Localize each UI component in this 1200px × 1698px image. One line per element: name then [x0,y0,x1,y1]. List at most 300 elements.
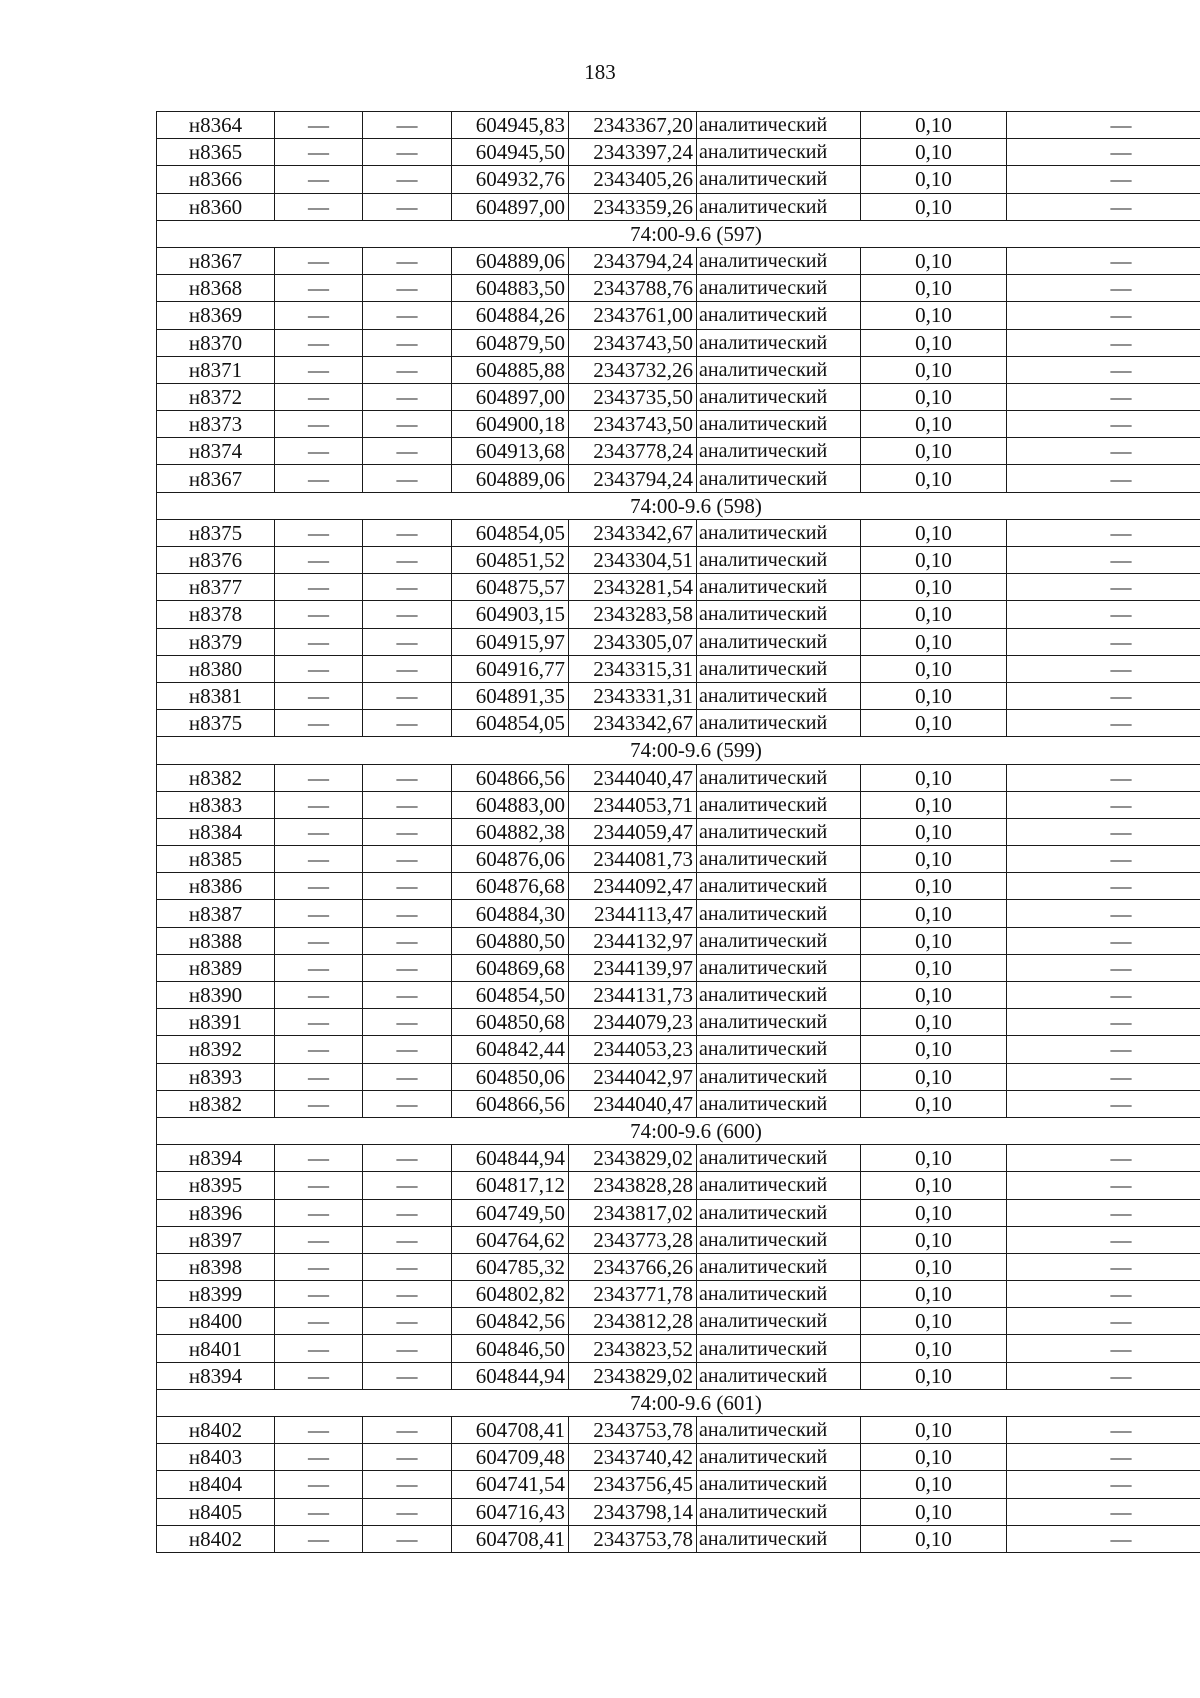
method-cell: аналитический [697,1199,861,1226]
method-cell: аналитический [697,1036,861,1063]
method-cell: аналитический [697,247,861,274]
new-y-cell: 2343753,78 [569,1417,697,1444]
new-y-cell: 2343766,26 [569,1253,697,1280]
new-x-cell: 604913,68 [452,438,569,465]
method-cell: аналитический [697,356,861,383]
new-x-cell: 604876,06 [452,846,569,873]
new-y-cell: 2343823,52 [569,1335,697,1362]
method-cell: аналитический [697,791,861,818]
description-cell: — [1007,247,1200,274]
old-y-cell: — [363,982,452,1009]
point-id-cell: н8369 [157,302,275,329]
description-cell: — [1007,166,1200,193]
point-id-cell: н8401 [157,1335,275,1362]
old-x-cell: — [275,1525,363,1552]
new-y-cell: 2343735,50 [569,383,697,410]
old-y-cell: — [363,655,452,682]
point-id-cell: н8395 [157,1172,275,1199]
old-x-cell: — [275,465,363,492]
new-x-cell: 604897,00 [452,193,569,220]
method-cell: аналитический [697,1525,861,1552]
point-id-cell: н8378 [157,601,275,628]
description-cell: — [1007,682,1200,709]
description-cell: — [1007,465,1200,492]
description-cell: — [1007,329,1200,356]
section-title: 74:00-9.6 (597) [157,220,1200,247]
accuracy-cell: 0,10 [861,628,1007,655]
old-x-cell: — [275,900,363,927]
accuracy-cell: 0,10 [861,1036,1007,1063]
description-cell: — [1007,954,1200,981]
old-y-cell: — [363,1090,452,1117]
point-id-cell: н8386 [157,873,275,900]
description-cell: — [1007,1145,1200,1172]
description-cell: — [1007,302,1200,329]
new-y-cell: 2344092,47 [569,873,697,900]
new-x-cell: 604708,41 [452,1525,569,1552]
new-y-cell: 2343315,31 [569,655,697,682]
point-id-cell: н8381 [157,682,275,709]
method-cell: аналитический [697,383,861,410]
point-id-cell: н8370 [157,329,275,356]
old-x-cell: — [275,1226,363,1253]
accuracy-cell: 0,10 [861,1362,1007,1389]
method-cell: аналитический [697,411,861,438]
accuracy-cell: 0,10 [861,1172,1007,1199]
description-cell: — [1007,438,1200,465]
point-id-cell: н8398 [157,1253,275,1280]
old-y-cell: — [363,356,452,383]
description-cell: — [1007,846,1200,873]
method-cell: аналитический [697,302,861,329]
new-y-cell: 2343817,02 [569,1199,697,1226]
old-x-cell: — [275,927,363,954]
table-row [157,247,1200,274]
description-cell: — [1007,1172,1200,1199]
new-x-cell: 604842,56 [452,1308,569,1335]
old-x-cell: — [275,682,363,709]
point-id-cell: н8375 [157,710,275,737]
new-x-cell: 604854,05 [452,710,569,737]
new-x-cell: 604854,05 [452,519,569,546]
point-id-cell: н8402 [157,1417,275,1444]
old-y-cell: — [363,927,452,954]
old-x-cell: — [275,1471,363,1498]
table-row [157,1417,1200,1444]
new-x-cell: 604850,68 [452,1009,569,1036]
accuracy-cell: 0,10 [861,710,1007,737]
method-cell: аналитический [697,927,861,954]
point-id-cell: н8364 [157,112,275,139]
method-cell: аналитический [697,982,861,1009]
method-cell: аналитический [697,682,861,709]
new-x-cell: 604884,26 [452,302,569,329]
method-cell: аналитический [697,846,861,873]
new-y-cell: 2343305,07 [569,628,697,655]
accuracy-cell: 0,10 [861,818,1007,845]
new-y-cell: 2344113,47 [569,900,697,927]
table-row [157,846,1200,873]
new-x-cell: 604785,32 [452,1253,569,1280]
accuracy-cell: 0,10 [861,927,1007,954]
new-x-cell: 604716,43 [452,1498,569,1525]
old-y-cell: — [363,1172,452,1199]
accuracy-cell: 0,10 [861,547,1007,574]
table-row [157,166,1200,193]
old-y-cell: — [363,764,452,791]
accuracy-cell: 0,10 [861,519,1007,546]
table-row [157,655,1200,682]
description-cell: — [1007,139,1200,166]
old-x-cell: — [275,628,363,655]
new-x-cell: 604844,94 [452,1145,569,1172]
table-row [157,547,1200,574]
point-id-cell: н8367 [157,465,275,492]
old-x-cell: — [275,1335,363,1362]
point-id-cell: н8389 [157,954,275,981]
point-id-cell: н8379 [157,628,275,655]
description-cell: — [1007,1281,1200,1308]
old-y-cell: — [363,818,452,845]
method-cell: аналитический [697,818,861,845]
table-row [157,383,1200,410]
accuracy-cell: 0,10 [861,1281,1007,1308]
accuracy-cell: 0,10 [861,1335,1007,1362]
point-id-cell: н8402 [157,1525,275,1552]
old-x-cell: — [275,1172,363,1199]
old-y-cell: — [363,873,452,900]
old-x-cell: — [275,1009,363,1036]
method-cell: аналитический [697,1308,861,1335]
table-row [157,1335,1200,1362]
new-y-cell: 2343743,50 [569,329,697,356]
new-x-cell: 604880,50 [452,927,569,954]
coordinates-table [156,111,1200,1553]
new-y-cell: 2343331,31 [569,682,697,709]
new-x-cell: 604875,57 [452,574,569,601]
old-y-cell: — [363,1471,452,1498]
accuracy-cell: 0,10 [861,1444,1007,1471]
table-row [157,574,1200,601]
table-row [157,1525,1200,1552]
table-row [157,982,1200,1009]
table-row [157,1145,1200,1172]
new-x-cell: 604889,06 [452,465,569,492]
new-y-cell: 2343756,45 [569,1471,697,1498]
point-id-cell: н8394 [157,1145,275,1172]
old-y-cell: — [363,954,452,981]
table-row [157,1009,1200,1036]
point-id-cell: н8403 [157,1444,275,1471]
table-row [157,1253,1200,1280]
old-y-cell: — [363,139,452,166]
description-cell: — [1007,1335,1200,1362]
new-x-cell: 604915,97 [452,628,569,655]
old-y-cell: — [363,1525,452,1552]
point-id-cell: н8375 [157,519,275,546]
new-y-cell: 2344040,47 [569,764,697,791]
accuracy-cell: 0,10 [861,764,1007,791]
new-y-cell: 2343281,54 [569,574,697,601]
description-cell: — [1007,193,1200,220]
method-cell: аналитический [697,1253,861,1280]
page-number: 183 [584,60,616,84]
accuracy-cell: 0,10 [861,193,1007,220]
table-row [157,1090,1200,1117]
old-y-cell: — [363,682,452,709]
description-cell: — [1007,1036,1200,1063]
method-cell: аналитический [697,193,861,220]
method-cell: аналитический [697,1471,861,1498]
accuracy-cell: 0,10 [861,1226,1007,1253]
old-y-cell: — [363,329,452,356]
description-cell: — [1007,383,1200,410]
point-id-cell: н8391 [157,1009,275,1036]
new-y-cell: 2343740,42 [569,1444,697,1471]
new-y-cell: 2343753,78 [569,1525,697,1552]
accuracy-cell: 0,10 [861,601,1007,628]
method-cell: аналитический [697,954,861,981]
table-row [157,927,1200,954]
method-cell: аналитический [697,329,861,356]
point-id-cell: н8382 [157,764,275,791]
accuracy-cell: 0,10 [861,1471,1007,1498]
accuracy-cell: 0,10 [861,1525,1007,1552]
new-x-cell: 604741,54 [452,1471,569,1498]
method-cell: аналитический [697,112,861,139]
description-cell: — [1007,519,1200,546]
old-y-cell: — [363,275,452,302]
new-y-cell: 2343743,50 [569,411,697,438]
old-x-cell: — [275,1308,363,1335]
old-x-cell: — [275,873,363,900]
section-header-row [157,220,1200,247]
method-cell: аналитический [697,1063,861,1090]
table-row [157,1498,1200,1525]
description-cell: — [1007,1063,1200,1090]
new-x-cell: 604897,00 [452,383,569,410]
old-x-cell: — [275,574,363,601]
accuracy-cell: 0,10 [861,1063,1007,1090]
description-cell: — [1007,818,1200,845]
description-cell: — [1007,601,1200,628]
point-id-cell: н8387 [157,900,275,927]
new-y-cell: 2344139,97 [569,954,697,981]
old-x-cell: — [275,1199,363,1226]
accuracy-cell: 0,10 [861,954,1007,981]
point-id-cell: н8399 [157,1281,275,1308]
old-x-cell: — [275,547,363,574]
new-x-cell: 604846,50 [452,1335,569,1362]
old-y-cell: — [363,166,452,193]
table-row [157,1444,1200,1471]
table-row [157,519,1200,546]
section-title: 74:00-9.6 (600) [157,1117,1200,1144]
new-y-cell: 2344053,23 [569,1036,697,1063]
accuracy-cell: 0,10 [861,900,1007,927]
old-x-cell: — [275,1253,363,1280]
point-id-cell: н8365 [157,139,275,166]
old-y-cell: — [363,900,452,927]
accuracy-cell: 0,10 [861,411,1007,438]
new-y-cell: 2343828,28 [569,1172,697,1199]
method-cell: аналитический [697,1444,861,1471]
description-cell: — [1007,764,1200,791]
new-x-cell: 604854,50 [452,982,569,1009]
table-row [157,1199,1200,1226]
point-id-cell: н8400 [157,1308,275,1335]
point-id-cell: н8376 [157,547,275,574]
old-y-cell: — [363,438,452,465]
new-x-cell: 604883,00 [452,791,569,818]
old-x-cell: — [275,411,363,438]
point-id-cell: н8366 [157,166,275,193]
old-x-cell: — [275,1444,363,1471]
old-y-cell: — [363,465,452,492]
new-y-cell: 2343794,24 [569,465,697,492]
new-y-cell: 2344079,23 [569,1009,697,1036]
description-cell: — [1007,356,1200,383]
new-x-cell: 604802,82 [452,1281,569,1308]
section-header-row [157,1117,1200,1144]
description-cell: — [1007,1525,1200,1552]
old-x-cell: — [275,383,363,410]
description-cell: — [1007,574,1200,601]
table-row [157,1226,1200,1253]
old-y-cell: — [363,601,452,628]
point-id-cell: н8397 [157,1226,275,1253]
old-x-cell: — [275,1417,363,1444]
accuracy-cell: 0,10 [861,682,1007,709]
description-cell: — [1007,411,1200,438]
new-y-cell: 2344040,47 [569,1090,697,1117]
point-id-cell: н8371 [157,356,275,383]
method-cell: аналитический [697,710,861,737]
accuracy-cell: 0,10 [861,846,1007,873]
new-x-cell: 604884,30 [452,900,569,927]
new-x-cell: 604844,94 [452,1362,569,1389]
old-x-cell: — [275,166,363,193]
new-y-cell: 2344053,71 [569,791,697,818]
old-x-cell: — [275,438,363,465]
table-row [157,139,1200,166]
new-x-cell: 604883,50 [452,275,569,302]
point-id-cell: н8390 [157,982,275,1009]
description-cell: — [1007,1417,1200,1444]
description-cell: — [1007,655,1200,682]
accuracy-cell: 0,10 [861,1417,1007,1444]
table-row [157,818,1200,845]
old-x-cell: — [275,764,363,791]
old-y-cell: — [363,112,452,139]
method-cell: аналитический [697,1226,861,1253]
method-cell: аналитический [697,1281,861,1308]
old-x-cell: — [275,1281,363,1308]
new-y-cell: 2343829,02 [569,1362,697,1389]
new-x-cell: 604708,41 [452,1417,569,1444]
old-y-cell: — [363,1063,452,1090]
new-x-cell: 604850,06 [452,1063,569,1090]
new-y-cell: 2344131,73 [569,982,697,1009]
new-x-cell: 604817,12 [452,1172,569,1199]
new-x-cell: 604842,44 [452,1036,569,1063]
table-row [157,628,1200,655]
table-row [157,275,1200,302]
old-y-cell: — [363,302,452,329]
new-x-cell: 604869,68 [452,954,569,981]
method-cell: аналитический [697,275,861,302]
method-cell: аналитический [697,139,861,166]
new-y-cell: 2343771,78 [569,1281,697,1308]
old-y-cell: — [363,1226,452,1253]
description-cell: — [1007,275,1200,302]
old-y-cell: — [363,193,452,220]
method-cell: аналитический [697,166,861,193]
old-y-cell: — [363,1308,452,1335]
table-row [157,601,1200,628]
old-y-cell: — [363,383,452,410]
table-row [157,954,1200,981]
old-y-cell: — [363,411,452,438]
accuracy-cell: 0,10 [861,791,1007,818]
accuracy-cell: 0,10 [861,356,1007,383]
table-row [157,873,1200,900]
new-x-cell: 604764,62 [452,1226,569,1253]
accuracy-cell: 0,10 [861,247,1007,274]
point-id-cell: н8404 [157,1471,275,1498]
method-cell: аналитический [697,1362,861,1389]
table-row [157,112,1200,139]
table-row [157,710,1200,737]
section-title: 74:00-9.6 (598) [157,492,1200,519]
section-header-row [157,1389,1200,1416]
new-x-cell: 604889,06 [452,247,569,274]
old-y-cell: — [363,846,452,873]
old-x-cell: — [275,1362,363,1389]
method-cell: аналитический [697,655,861,682]
description-cell: — [1007,112,1200,139]
new-y-cell: 2343342,67 [569,710,697,737]
old-y-cell: — [363,1145,452,1172]
accuracy-cell: 0,10 [861,112,1007,139]
new-y-cell: 2343283,58 [569,601,697,628]
new-x-cell: 604891,35 [452,682,569,709]
new-y-cell: 2343829,02 [569,1145,697,1172]
accuracy-cell: 0,10 [861,275,1007,302]
point-id-cell: н8394 [157,1362,275,1389]
table-row [157,302,1200,329]
point-id-cell: н8382 [157,1090,275,1117]
accuracy-cell: 0,10 [861,982,1007,1009]
method-cell: аналитический [697,1090,861,1117]
new-y-cell: 2343359,26 [569,193,697,220]
old-x-cell: — [275,329,363,356]
table-row [157,1172,1200,1199]
table-row [157,1362,1200,1389]
accuracy-cell: 0,10 [861,438,1007,465]
point-id-cell: н8360 [157,193,275,220]
new-y-cell: 2343812,28 [569,1308,697,1335]
method-cell: аналитический [697,465,861,492]
new-y-cell: 2344132,97 [569,927,697,954]
old-x-cell: — [275,1498,363,1525]
new-x-cell: 604749,50 [452,1199,569,1226]
accuracy-cell: 0,10 [861,465,1007,492]
old-y-cell: — [363,628,452,655]
accuracy-cell: 0,10 [861,1009,1007,1036]
method-cell: аналитический [697,519,861,546]
accuracy-cell: 0,10 [861,1308,1007,1335]
